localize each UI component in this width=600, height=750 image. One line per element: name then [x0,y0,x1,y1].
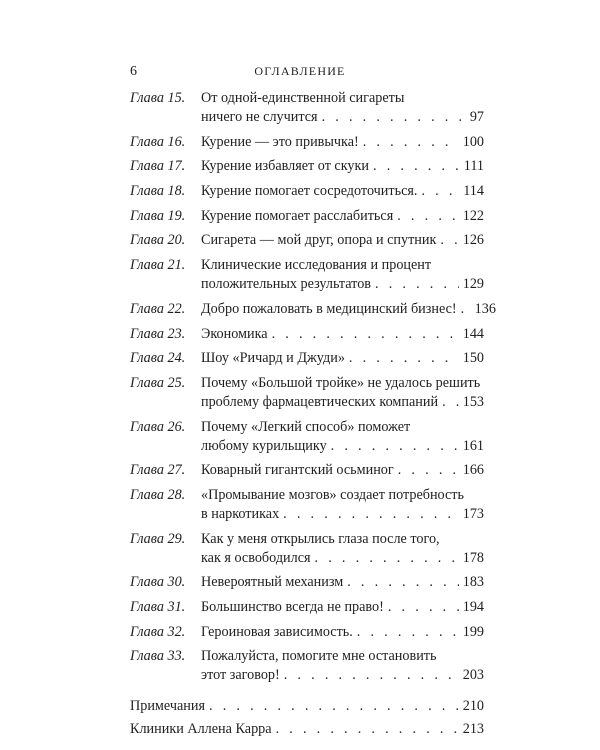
page-ref: 173 [462,505,484,522]
chapter-label: Глава 17. [130,158,186,175]
chapter-title-line: в наркотиках [201,505,280,522]
toc-entry-chapter-18 [130,182,484,201]
toc-entry-chapter-24 [130,349,484,368]
toc-entry-notes [130,697,484,716]
chapter-title-line: Добро пожаловать в медицинский бизнес! [201,300,457,317]
chapter-title-line: Как у меня открылись глаза после того, [201,530,440,547]
toc-entry-chapter-32 [130,623,484,642]
dot-leaders [388,598,459,617]
toc-entry-chapter-25 [130,374,484,412]
toc-entry-chapter-31 [130,598,484,617]
toc-entry-chapter-29 [130,530,484,568]
chapter-label: Глава 19. [130,207,186,224]
running-head: ОГЛАВЛЕНИЕ [254,64,346,78]
toc-entry-chapter-26 [130,418,484,456]
dot-leaders [209,697,459,716]
toc-entry-chapter-22 [130,300,496,319]
page-ref: 161 [462,437,484,454]
page-ref: 178 [462,549,484,566]
chapter-title-line: Почему «Легкий способ» поможет [201,418,411,435]
section-title: Клиники Аллена Карра [130,721,272,738]
chapter-title-line: Почему «Большой тройке» не удалось решить [201,374,481,391]
chapter-title-line: От одной-единственной сигареты [201,90,405,106]
dot-leaders [373,157,460,176]
dot-leaders [272,325,459,344]
chapter-label: Глава 30. [130,574,186,591]
page-ref: 122 [462,207,484,224]
toc-entry-chapter-23 [130,325,484,344]
page-ref: 100 [462,133,484,150]
page-ref: 203 [462,667,484,684]
dot-leaders [461,300,471,319]
chapter-title-line: Клинические исследования и процент [201,257,432,274]
chapter-title-line: положительных результатов [201,276,371,293]
chapter-label: Глава 26. [130,418,186,435]
chapter-label: Глава 22. [130,300,186,317]
chapter-title-line: Пожалуйста, помогите мне остановить [201,648,437,665]
page-ref: 114 [463,183,484,200]
page-ref: 97 [469,109,484,125]
chapter-title-line: Коварный гигантский осьминог [201,462,394,479]
toc-entry-chapter-33 [130,647,484,685]
dot-leaders [347,573,458,592]
page-ref: 153 [462,393,484,410]
toc-entry-chapter-19 [130,207,484,226]
chapter-label: Глава 21. [130,257,186,274]
page-ref: 129 [462,276,484,293]
chapter-title-line: Курение избавляет от скуки [201,158,370,175]
dot-leaders [331,437,459,456]
chapter-title-line: Сигарета — мой друг, опора и спутник [201,232,437,249]
chapter-title-line: этот заговор! [201,667,280,684]
dot-leaders [349,349,459,368]
page-ref: 199 [462,623,484,640]
chapter-title-line: Героиновая зависимость. [201,623,353,640]
chapter-label: Глава 25. [130,374,186,391]
page-ref: 111 [463,158,484,175]
chapter-label: Глава 32. [130,623,186,640]
dot-leaders [421,182,459,201]
chapter-label: Глава 29. [130,530,186,547]
chapter-label: Глава 24. [130,350,186,367]
chapter-label: Глава 23. [130,325,186,342]
chapter-title-line: Курение помогает сосредоточиться. [201,183,418,200]
section-title: Примечания [130,698,205,715]
toc-entry-chapter-28 [130,486,484,524]
dot-leaders [284,666,459,685]
chapter-title-line: «Промывание мозгов» создает потребность [201,486,464,503]
dot-leaders [375,275,459,294]
dot-leaders [397,207,458,226]
chapter-label: Глава 18. [130,183,186,200]
dot-leaders [315,549,459,568]
dot-leaders [322,108,466,127]
page-ref: 194 [462,599,484,615]
chapter-title-line: проблему фармацевтических компаний [201,393,439,410]
toc-entry-chapter-27 [130,461,484,480]
dot-leaders [442,393,459,412]
page-ref: 136 [474,300,496,317]
chapter-label: Глава 33. [130,648,186,665]
toc-entry-chapter-17 [130,157,484,176]
chapter-label: Глава 28. [130,486,186,503]
toc-entry-chapter-15 [130,89,484,127]
chapter-label: Глава 15. [130,90,186,106]
toc-entry-clinics [130,720,484,739]
dot-leaders [357,623,459,642]
toc-entry-chapter-30 [130,573,484,592]
chapter-title-line: Курение помогает расслабиться [201,207,394,224]
page-ref: 166 [462,462,484,479]
chapter-title-line: Большинство всегда не право! [201,599,384,615]
toc-entry-chapter-16 [130,133,484,152]
chapter-title-line: любому курильщику [201,437,327,454]
chapter-label: Глава 31. [130,599,186,615]
page-ref: 126 [462,232,484,249]
page-ref: 210 [462,698,484,715]
chapter-title-line: ничего не случится [201,109,318,125]
chapter-title-line: Экономика [201,325,268,342]
dot-leaders [398,461,459,480]
chapter-label: Глава 20. [130,232,186,249]
page-number: 6 [130,64,137,79]
page-ref: 213 [462,721,484,738]
dot-leaders [363,133,459,152]
chapter-title-line: Курение — это привычка! [201,133,359,150]
page-ref: 183 [462,574,484,591]
page-ref: 144 [462,325,484,342]
chapter-label: Глава 27. [130,462,186,479]
chapter-title-line: Шоу «Ричард и Джуди» [201,350,345,367]
dot-leaders [440,231,458,250]
dot-leaders [276,720,459,739]
toc-entry-chapter-21 [130,256,484,294]
chapter-title-line: как я освободился [201,549,311,566]
toc-entry-chapter-20 [130,231,484,250]
page-ref: 150 [462,350,484,367]
table-of-contents [130,89,496,743]
dot-leaders [283,505,459,524]
chapter-label: Глава 16. [130,133,186,150]
chapter-title-line: Невероятный механизм [201,574,344,591]
